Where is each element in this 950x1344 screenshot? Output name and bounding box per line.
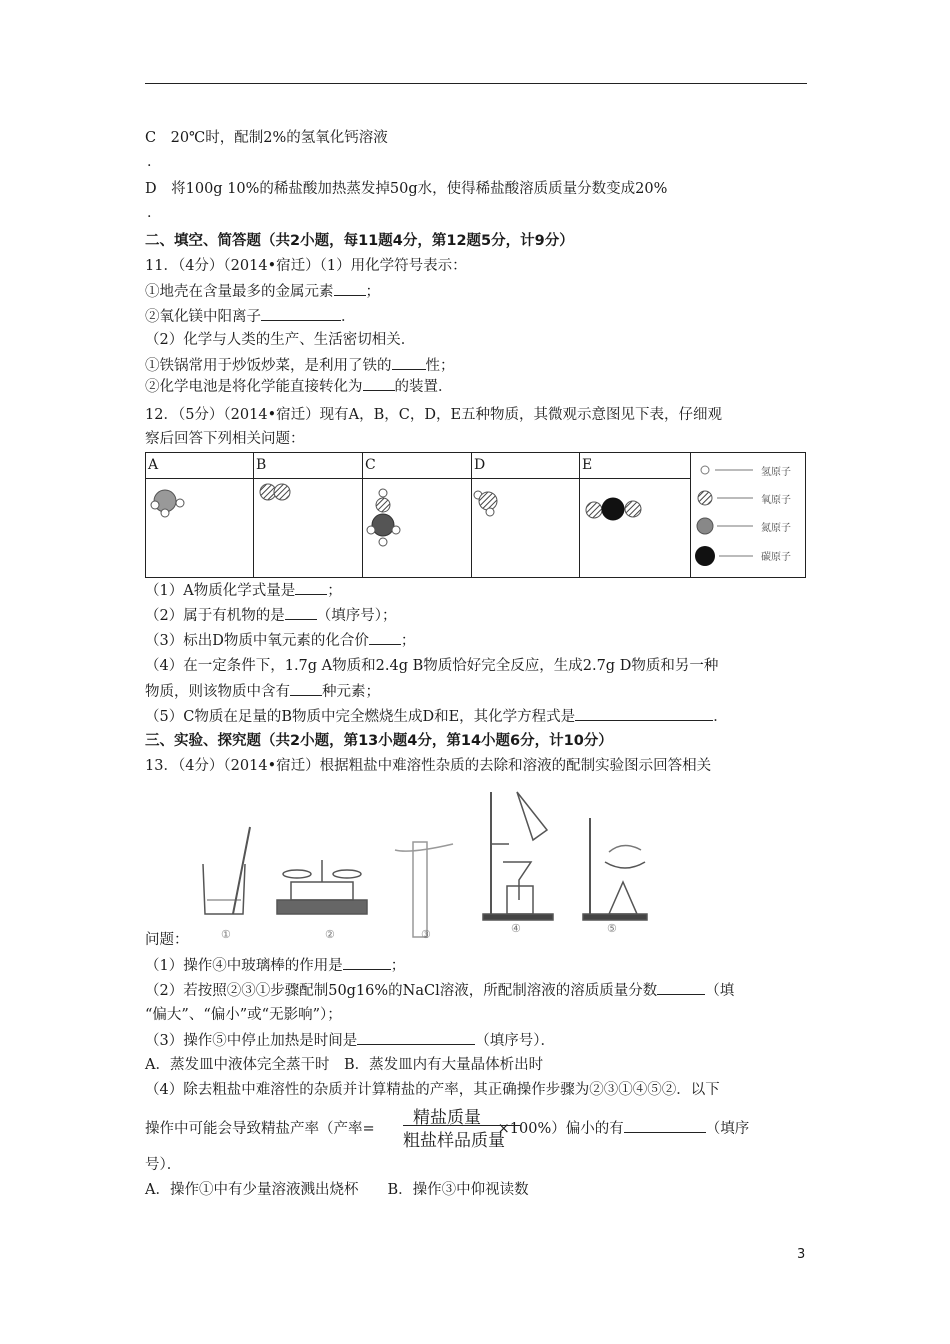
lab-apparatus-icon	[195, 782, 655, 942]
q13-line2: 问题：	[145, 932, 189, 948]
molecule-table	[145, 452, 806, 578]
q12-line1: 12．（5分）（2014•宿迁）现有A，B，C，D，E五种物质，其微观示意图见下表，仔细观	[145, 407, 723, 423]
fraction-numerator: 精盐质量	[413, 1108, 481, 1128]
q13-sub3: （3）操作⑤中停止加热是时间是 （填序号）．	[145, 1030, 555, 1051]
q12-sub4-cont: 物质，则该物质中含有 种元素；	[145, 681, 380, 702]
q11-line3: ②氧化镁中阳离子 ．	[145, 306, 356, 327]
table-header: B	[256, 457, 267, 473]
q12-sub2: （2）属于有机物的是 （填序号）；	[145, 605, 396, 626]
q13-sub4: （4）除去粗盐中难溶性的杂质并计算精盐的产率，其正确操作步骤为②③①④⑤②．以下	[145, 1082, 720, 1098]
fraction-denominator: 粗盐样品质量	[403, 1131, 505, 1151]
answer-blank[interactable]	[295, 580, 327, 595]
q13-sub4-options: A．操作①中有少量溶液溅出烧杯 B．操作③中仰视读数	[145, 1182, 529, 1198]
q12-line2: 察后回答下列相关问题：	[145, 431, 305, 447]
table-header: E	[582, 457, 593, 473]
figure-label: ②	[325, 928, 335, 941]
molecule-b-icon	[254, 479, 362, 576]
carbon-atom-icon	[695, 545, 759, 567]
q13-sub4-cont: 操作中可能会导致精盐产率（产率= ×100%）偏小的有 （填序	[145, 1118, 749, 1139]
molecule-c-icon	[363, 479, 471, 576]
q11-line4: （2）化学与人类的生产、生活密切相关．	[145, 332, 416, 348]
oxygen-atom-icon	[695, 488, 759, 508]
answer-blank[interactable]	[261, 306, 341, 321]
legend-row: 碳原子	[695, 545, 803, 565]
q11-line6: ②化学电池是将化学能直接转化为 的装置．	[145, 376, 453, 397]
legend-row: 氢原子	[695, 460, 803, 480]
hydrogen-atom-icon	[695, 460, 759, 480]
answer-blank[interactable]	[357, 1030, 475, 1045]
molecule-d-icon	[472, 479, 579, 576]
answer-blank[interactable]	[290, 681, 322, 696]
molecule-e-icon	[580, 479, 690, 576]
figure-label: ③	[421, 928, 431, 941]
q13-line1: 13．（4分）（2014•宿迁）根据粗盐中难溶性杂质的去除和溶液的配制实验图示回答相关	[145, 758, 712, 774]
table-cell-e	[580, 453, 691, 577]
q13-sub1: （1）操作④中玻璃棒的作用是 ；	[145, 955, 405, 976]
answer-blank[interactable]	[657, 980, 705, 995]
q11-line2: ①地壳在含量最多的金属元素 ；	[145, 281, 380, 302]
figure-label: ⑤	[607, 922, 617, 935]
answer-blank[interactable]	[334, 281, 366, 296]
answer-blank[interactable]	[343, 955, 391, 970]
q13-sub4-end: 号）．	[145, 1157, 182, 1173]
figure-label: ①	[221, 928, 231, 941]
section-2-title: 二、填空、简答题（共2小题，每11题4分，第12题5分，计9分）	[145, 233, 574, 249]
option-c: C 20℃时，配制2%的氢氧化钙溶液	[145, 130, 388, 146]
table-header: D	[474, 457, 486, 473]
table-header: A	[148, 457, 159, 473]
answer-blank[interactable]	[363, 376, 395, 391]
q13-sub2: （2）若按照②③①步骤配制50g16%的NaCl溶液，所配制溶液的溶质质量分数 （填	[145, 980, 734, 1001]
table-cell-b	[254, 453, 363, 577]
section-3-title: 三、实验、探究题（共2小题，第13小题4分，第14小题6分，计10分）	[145, 733, 613, 749]
answer-blank[interactable]	[624, 1118, 706, 1133]
legend-row: 氮原子	[695, 516, 803, 536]
header-rule	[145, 83, 807, 84]
q12-sub1: （1）A物质化学式量是 ；	[145, 580, 342, 601]
q12-sub5: （5）C物质在足量的B物质中完全燃烧生成D和E，其化学方程式是 ．	[145, 706, 728, 727]
table-cell-d	[472, 453, 580, 577]
q11-line5: ①铁锅常用于炒饭炒菜，是利用了铁的 性；	[145, 355, 455, 376]
q12-sub3: （3）标出D物质中氧元素的化合价 ；	[145, 630, 415, 651]
q13-sub2-cont: “偏大”、“偏小”或“无影响”）；	[145, 1007, 342, 1023]
option-c-dot: .	[147, 154, 152, 170]
table-header: C	[365, 457, 376, 473]
table-cell-a	[146, 453, 254, 577]
table-cell-c	[363, 453, 472, 577]
atom-legend	[691, 453, 805, 577]
figure-label: ④	[511, 922, 521, 935]
answer-blank[interactable]	[285, 605, 317, 620]
nitrogen-atom-icon	[695, 516, 759, 536]
experiment-figures	[195, 782, 655, 942]
q11-line1: 11．（4分）（2014•宿迁）（1）用化学符号表示：	[145, 258, 467, 274]
page-number: 3	[797, 1247, 806, 1262]
molecule-a-icon	[146, 479, 253, 576]
q13-sub3-options: A．蒸发皿中液体完全蒸干时 B．蒸发皿内有大量晶体析出时	[145, 1057, 544, 1073]
legend-row: 氧原子	[695, 488, 803, 508]
option-d-dot: .	[147, 205, 152, 221]
answer-blank[interactable]	[575, 706, 713, 721]
answer-blank[interactable]	[392, 355, 426, 370]
q12-sub4: （4）在一定条件下，1.7g A物质和2.4g B物质恰好完全反应，生成2.7g D物质和另一种	[145, 658, 719, 674]
answer-blank[interactable]	[369, 630, 401, 645]
option-d: D 将100g 10%的稀盐酸加热蒸发掉50g水，使得稀盐酸溶质质量分数变成20%	[145, 181, 668, 197]
